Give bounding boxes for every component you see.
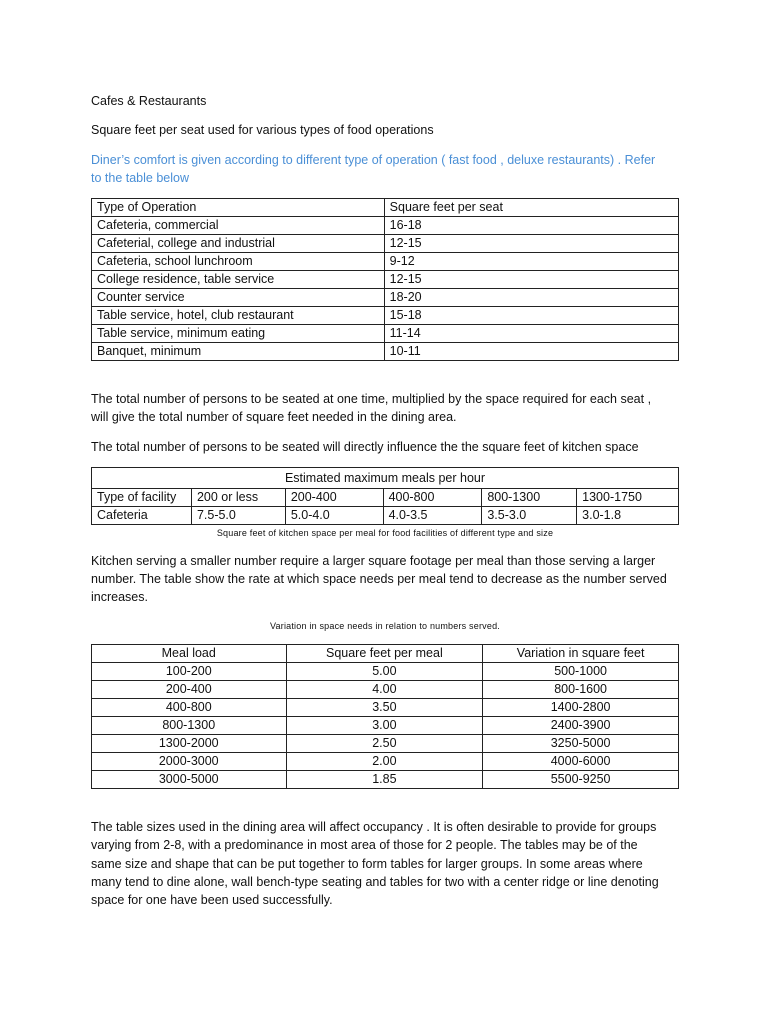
table-cell: 3.50: [286, 699, 483, 717]
table-cell: 400-800: [92, 699, 287, 717]
table-row: [92, 771, 679, 789]
meal-load-table: [91, 644, 679, 789]
table-cell: Banquet, minimum: [92, 343, 385, 361]
table-cell: 1300-2000: [92, 735, 287, 753]
column-header: Type of Operation: [92, 199, 385, 217]
table-cell: 3.00: [286, 717, 483, 735]
table-row: [92, 507, 679, 525]
column-header: Variation in square feet: [483, 645, 679, 663]
table-row: [92, 217, 679, 235]
table-cell: 200-400: [92, 681, 287, 699]
table-cell: 5.00: [286, 663, 483, 681]
table-header-row: [92, 645, 679, 663]
table-row: [92, 289, 679, 307]
table-cell: 2400-3900: [483, 717, 679, 735]
table-cell: College residence, table service: [92, 271, 385, 289]
intro-line-1: Diner’s comfort is given according to different type of operation ( fast food , deluxe restaurants) . Refer: [91, 153, 656, 167]
table-cell: 3000-5000: [92, 771, 287, 789]
paragraph-4-line-4: many tend to dine alone, wall bench-type seating and tables for two with a center ridge or line denoting: [91, 875, 659, 889]
table-cell: Cafeterial, college and industrial: [92, 235, 385, 253]
paragraph-1-line-2: will give the total number of square feet needed in the dining area.: [91, 410, 457, 424]
table-row: [92, 325, 679, 343]
table-cell: 800-1300: [92, 717, 287, 735]
table-row: [92, 307, 679, 325]
table-cell: 4000-6000: [483, 753, 679, 771]
table-cell: 3.0-1.8: [577, 507, 679, 525]
table-cell: 1400-2800: [483, 699, 679, 717]
paragraph-3-line-3: increases.: [91, 590, 148, 604]
table-3-caption: Variation in space needs in relation to numbers served.: [270, 621, 500, 631]
column-header: 200 or less: [191, 489, 285, 507]
table-row: [92, 253, 679, 271]
table-row: [92, 663, 679, 681]
table-cell: 100-200: [92, 663, 287, 681]
paragraph-4-line-5: space for one have been used successfully.: [91, 893, 333, 907]
kitchen-space-table: [91, 467, 679, 525]
paragraph-3-line-1: Kitchen serving a smaller number require a larger square footage per meal than those serving a larger: [91, 554, 656, 568]
table-cell: 12-15: [384, 235, 678, 253]
paragraph-4-line-2: varying from 2-8, with a predominance in most area of those for 2 people. The tables may be of the: [91, 838, 638, 852]
subtitle: Square feet per seat used for various types of food operations: [91, 123, 434, 137]
table-row: [92, 699, 679, 717]
paragraph-2: The total number of persons to be seated will directly influence the the square feet of kitchen space: [91, 440, 639, 454]
table-row: [92, 235, 679, 253]
intro-line-2: to the table below: [91, 171, 189, 185]
table-cell: Table service, hotel, club restaurant: [92, 307, 385, 325]
table-cell: Table service, minimum eating: [92, 325, 385, 343]
paragraph-3-line-2: number. The table show the rate at which space needs per meal tend to decrease as the number served: [91, 572, 667, 586]
table-cell: 4.00: [286, 681, 483, 699]
column-header: 200-400: [285, 489, 383, 507]
table-row: [92, 681, 679, 699]
column-header: Square feet per seat: [384, 199, 678, 217]
column-header: 400-800: [383, 489, 482, 507]
table-cell: 5.0-4.0: [285, 507, 383, 525]
table-header-row: [92, 489, 679, 507]
table-cell: 2.50: [286, 735, 483, 753]
table-cell: 1.85: [286, 771, 483, 789]
table-cell: 3250-5000: [483, 735, 679, 753]
table-header-row: [92, 199, 679, 217]
table-cell: 4.0-3.5: [383, 507, 482, 525]
table-row: [92, 343, 679, 361]
table-cell: Cafeteria: [92, 507, 192, 525]
table-cell: 5500-9250: [483, 771, 679, 789]
span-header: Estimated maximum meals per hour: [92, 468, 679, 489]
table-cell: 10-11: [384, 343, 678, 361]
table-cell: Cafeteria, commercial: [92, 217, 385, 235]
seat-space-table: [91, 198, 679, 361]
table-cell: 15-18: [384, 307, 678, 325]
table-cell: 9-12: [384, 253, 678, 271]
table-row: [92, 271, 679, 289]
column-header: 800-1300: [482, 489, 577, 507]
table-cell: 3.5-3.0: [482, 507, 577, 525]
table-cell: 11-14: [384, 325, 678, 343]
table-cell: 16-18: [384, 217, 678, 235]
table-cell: 18-20: [384, 289, 678, 307]
column-header: Meal load: [92, 645, 287, 663]
table-2-caption: Square feet of kitchen space per meal for food facilities of different type and size: [216, 528, 554, 538]
paragraph-4-line-3: same size and shape that can be put together to form tables for larger groups. In some areas where: [91, 857, 643, 871]
table-row: [92, 753, 679, 771]
table-cell: 7.5-5.0: [191, 507, 285, 525]
column-header: Square feet per meal: [286, 645, 483, 663]
table-cell: 12-15: [384, 271, 678, 289]
page-title: Cafes & Restaurants: [91, 94, 207, 108]
table-cell: 2.00: [286, 753, 483, 771]
table-cell: Cafeteria, school lunchroom: [92, 253, 385, 271]
table-span-header-row: [92, 468, 679, 489]
table-cell: 800-1600: [483, 681, 679, 699]
table-cell: Counter service: [92, 289, 385, 307]
table-cell: 2000-3000: [92, 753, 287, 771]
column-header: 1300-1750: [577, 489, 679, 507]
table-cell: 500-1000: [483, 663, 679, 681]
paragraph-1-line-1: The total number of persons to be seated at one time, multiplied by the space required for each seat ,: [91, 392, 652, 406]
table-row: [92, 717, 679, 735]
table-row: [92, 735, 679, 753]
column-header: Type of facility: [92, 489, 192, 507]
paragraph-4-line-1: The table sizes used in the dining area will affect occupancy . It is often desirable to provide for groups: [91, 820, 657, 834]
